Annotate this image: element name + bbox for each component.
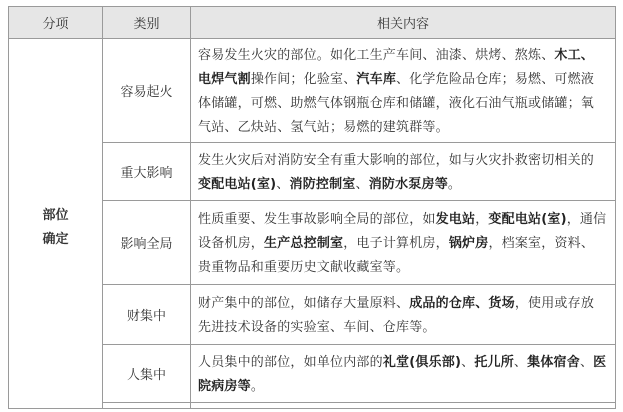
bold-term: 发电站 bbox=[435, 211, 476, 227]
header-row bbox=[9, 7, 616, 39]
content-text: ，电子计算机房， bbox=[343, 235, 449, 251]
content-text: 财产集中的部位，如储存大量原料、 bbox=[198, 295, 410, 311]
content-text: 、 bbox=[461, 354, 475, 370]
content-text: 、 bbox=[355, 176, 369, 192]
content-text: 容易发生火灾的部位。如化工生产车间、油漆、烘烤、熬炼、 bbox=[198, 47, 555, 63]
header-content: 相关内容 bbox=[191, 7, 616, 39]
content-cell bbox=[191, 39, 616, 143]
category-cell: 容易起火 bbox=[103, 39, 191, 143]
content-text: 操作间；化验室、 bbox=[250, 71, 357, 87]
content-text: 、 bbox=[276, 176, 290, 192]
content-text: 人员集中的部位，如单位内部的 bbox=[198, 354, 383, 370]
content-text: 。 bbox=[447, 176, 462, 192]
table-row bbox=[9, 39, 616, 143]
bold-term: 生产总控制室 bbox=[264, 235, 344, 251]
content-text: 性质重要、发生事故影响全局的部位，如 bbox=[198, 211, 436, 227]
content-text: ，档案室，资料、贵重物品和重要历史文献收藏室等。 bbox=[198, 235, 595, 275]
section-label-line2: 确定 bbox=[42, 231, 69, 247]
bold-term: 集体宿舍 bbox=[527, 354, 580, 370]
content-text: 。 bbox=[250, 378, 265, 394]
content-cell bbox=[191, 345, 616, 403]
category-cell: 影响全局 bbox=[103, 201, 191, 285]
category-cell: 财集中 bbox=[103, 285, 191, 345]
bold-term: 礼堂(俱乐部) bbox=[382, 354, 462, 370]
content-text: 、化学危险品仓库；易燃、可燃液体储罐，可燃、助燃气体钢瓶仓库和储罐，液化石油气瓶或储罐；氧气站、乙炔站、氢气站；易燃的建筑群等。 bbox=[198, 71, 595, 135]
content-text: ，通信设备机房， bbox=[198, 211, 607, 251]
content-text: ，使用或存放先进技术设备的实验室、车间、仓库等。 bbox=[198, 295, 595, 335]
bold-term: 成品的仓库、货场 bbox=[409, 295, 515, 311]
section-cell bbox=[9, 39, 103, 409]
empty-cell bbox=[191, 403, 616, 409]
content-cell bbox=[191, 143, 616, 201]
content-text: 、 bbox=[513, 354, 528, 370]
section-label-line1: 部位 bbox=[42, 207, 69, 223]
bold-term: 变配电站(室) bbox=[488, 211, 567, 227]
header-item: 分项 bbox=[9, 7, 103, 39]
content-cell bbox=[191, 285, 616, 345]
content-text: 、 bbox=[579, 354, 594, 370]
bold-term: 锅炉房 bbox=[448, 235, 489, 251]
bold-term: 消防水泵房等 bbox=[368, 176, 448, 192]
bold-term: 木工、电焊气割 bbox=[198, 47, 595, 87]
bold-term: 消防控制室 bbox=[289, 176, 356, 192]
category-cell: 重大影响 bbox=[103, 143, 191, 201]
header-category: 类别 bbox=[103, 7, 191, 39]
key-areas-table bbox=[8, 6, 616, 409]
bold-term: 托儿所 bbox=[474, 354, 514, 370]
bold-term: 汽车库 bbox=[356, 71, 397, 87]
bold-term: 变配电站(室) bbox=[198, 176, 277, 192]
empty-cell bbox=[103, 403, 191, 409]
content-text: ， bbox=[475, 211, 489, 227]
bold-term: 医院病房等 bbox=[198, 354, 607, 394]
content-cell bbox=[191, 201, 616, 285]
category-cell: 人集中 bbox=[103, 345, 191, 403]
content-text: 发生火灾后对消防安全有重大影响的部位，如与火灾扑救密切相关的 bbox=[198, 152, 595, 168]
